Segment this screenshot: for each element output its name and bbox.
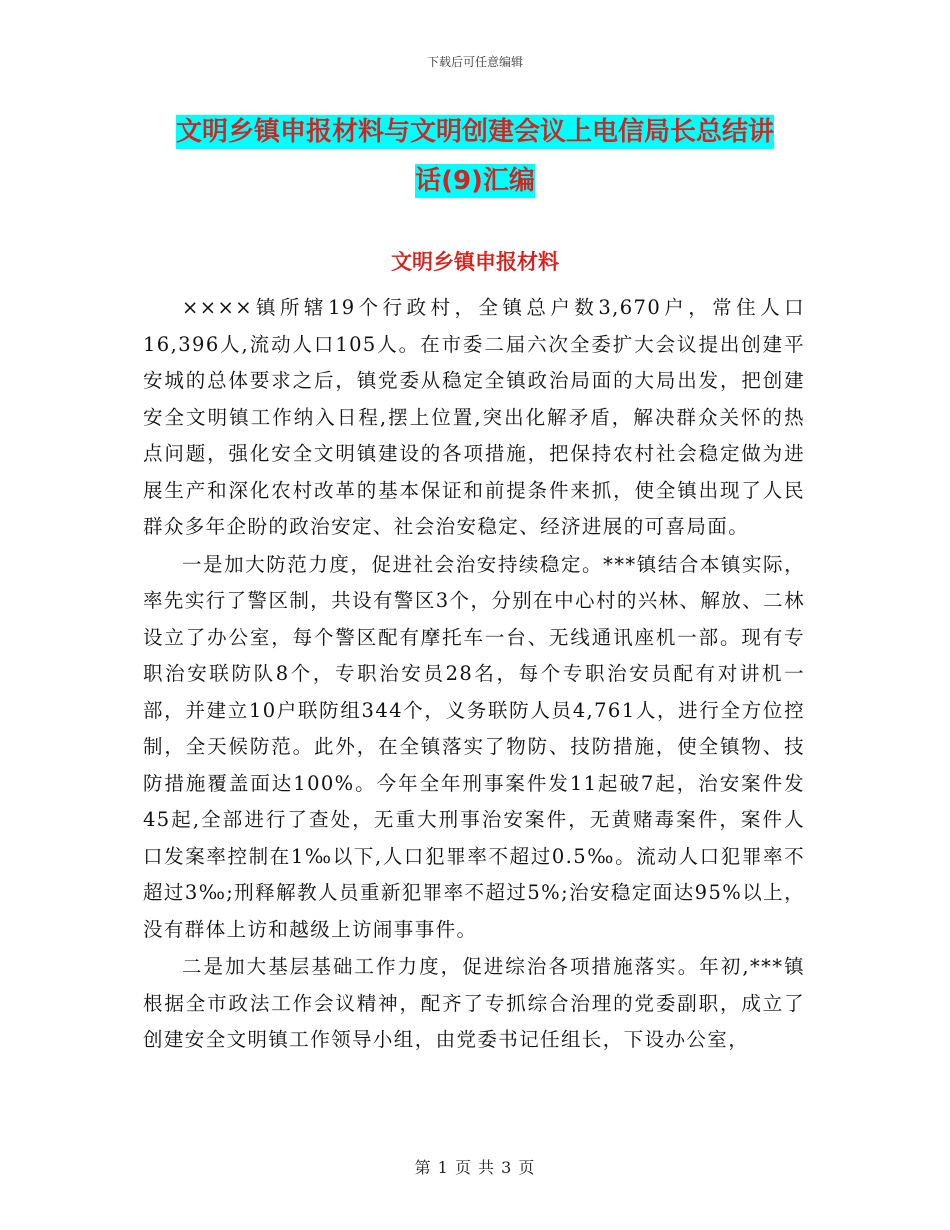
document-title — [140, 108, 810, 206]
paragraph: 一是加大防范力度，促进社会治安持续稳定。***镇结合本镇实际，率先实行了警区制，共设有警区3个，分别在中心村的兴林、解放、二林设立了办公室，每个警区配有摩托车一台、无线通讯座机一部。现有专职治安联防队8个，专职治安员28名，每个专职治安员配有对讲机一部，并建立10户联防组344个，义务联防人员4,761人，进行全方位控制，全天候防范。此外，在全镇落实了物防、技防措施，使全镇物、技防措施覆盖面达100%。今年全年刑事案件发11起破7起，治安案件发45起,全部进行了查处，无重大刑事治安案件，无黄赌毒案件，案件人口发案率控制在1‰以下,人口犯罪率不超过0.5‰。流动人口犯罪率不超过3‰;刑释解教人员重新犯罪率不超过5%;治安稳定面达95%以上，没有群体上访和越级上访闹事事件。 — [143, 552, 805, 941]
title-line-1: 文明乡镇申报材料与文明创建会议上电信局长总结讲 — [175, 117, 774, 147]
header-note: 下载后可任意编辑 — [426, 55, 523, 69]
title-line-2: 话(9)汇编 — [415, 166, 535, 196]
section-title: 文明乡镇申报材料 — [391, 250, 559, 274]
page-number: 第 1 页 共 3 页 — [414, 1158, 536, 1177]
paragraph: 二是加大基层基础工作力度，促进综治各项措施落实。年初,***镇根据全市政法工作会议精神，配齐了专抓综合治理的党委副职，成立了创建安全文明镇工作领导小组，由党委书记任组长，下设办公室， — [143, 955, 805, 1051]
paragraph: ××××镇所辖19个行政村，全镇总户数3,670户，常住人口16,396人,流动人口105人。在市委二届六次全委扩大会议提出创建平安城的总体要求之后，镇党委从稳定全镇政治局面的大局出发，把创建安全文明镇工作纳入日程,摆上位置,突出化解矛盾，解决群众关怀的热点问题，强化安全文明镇建设的各项措施，把保持农村社会稳定做为进展生产和深化农村改革的基本保证和前提条件来抓，使全镇出现了人民群众多年企盼的政治安定、社会治安稳定、经济进展的可喜局面。 — [143, 296, 805, 538]
document-body — [143, 290, 805, 1059]
